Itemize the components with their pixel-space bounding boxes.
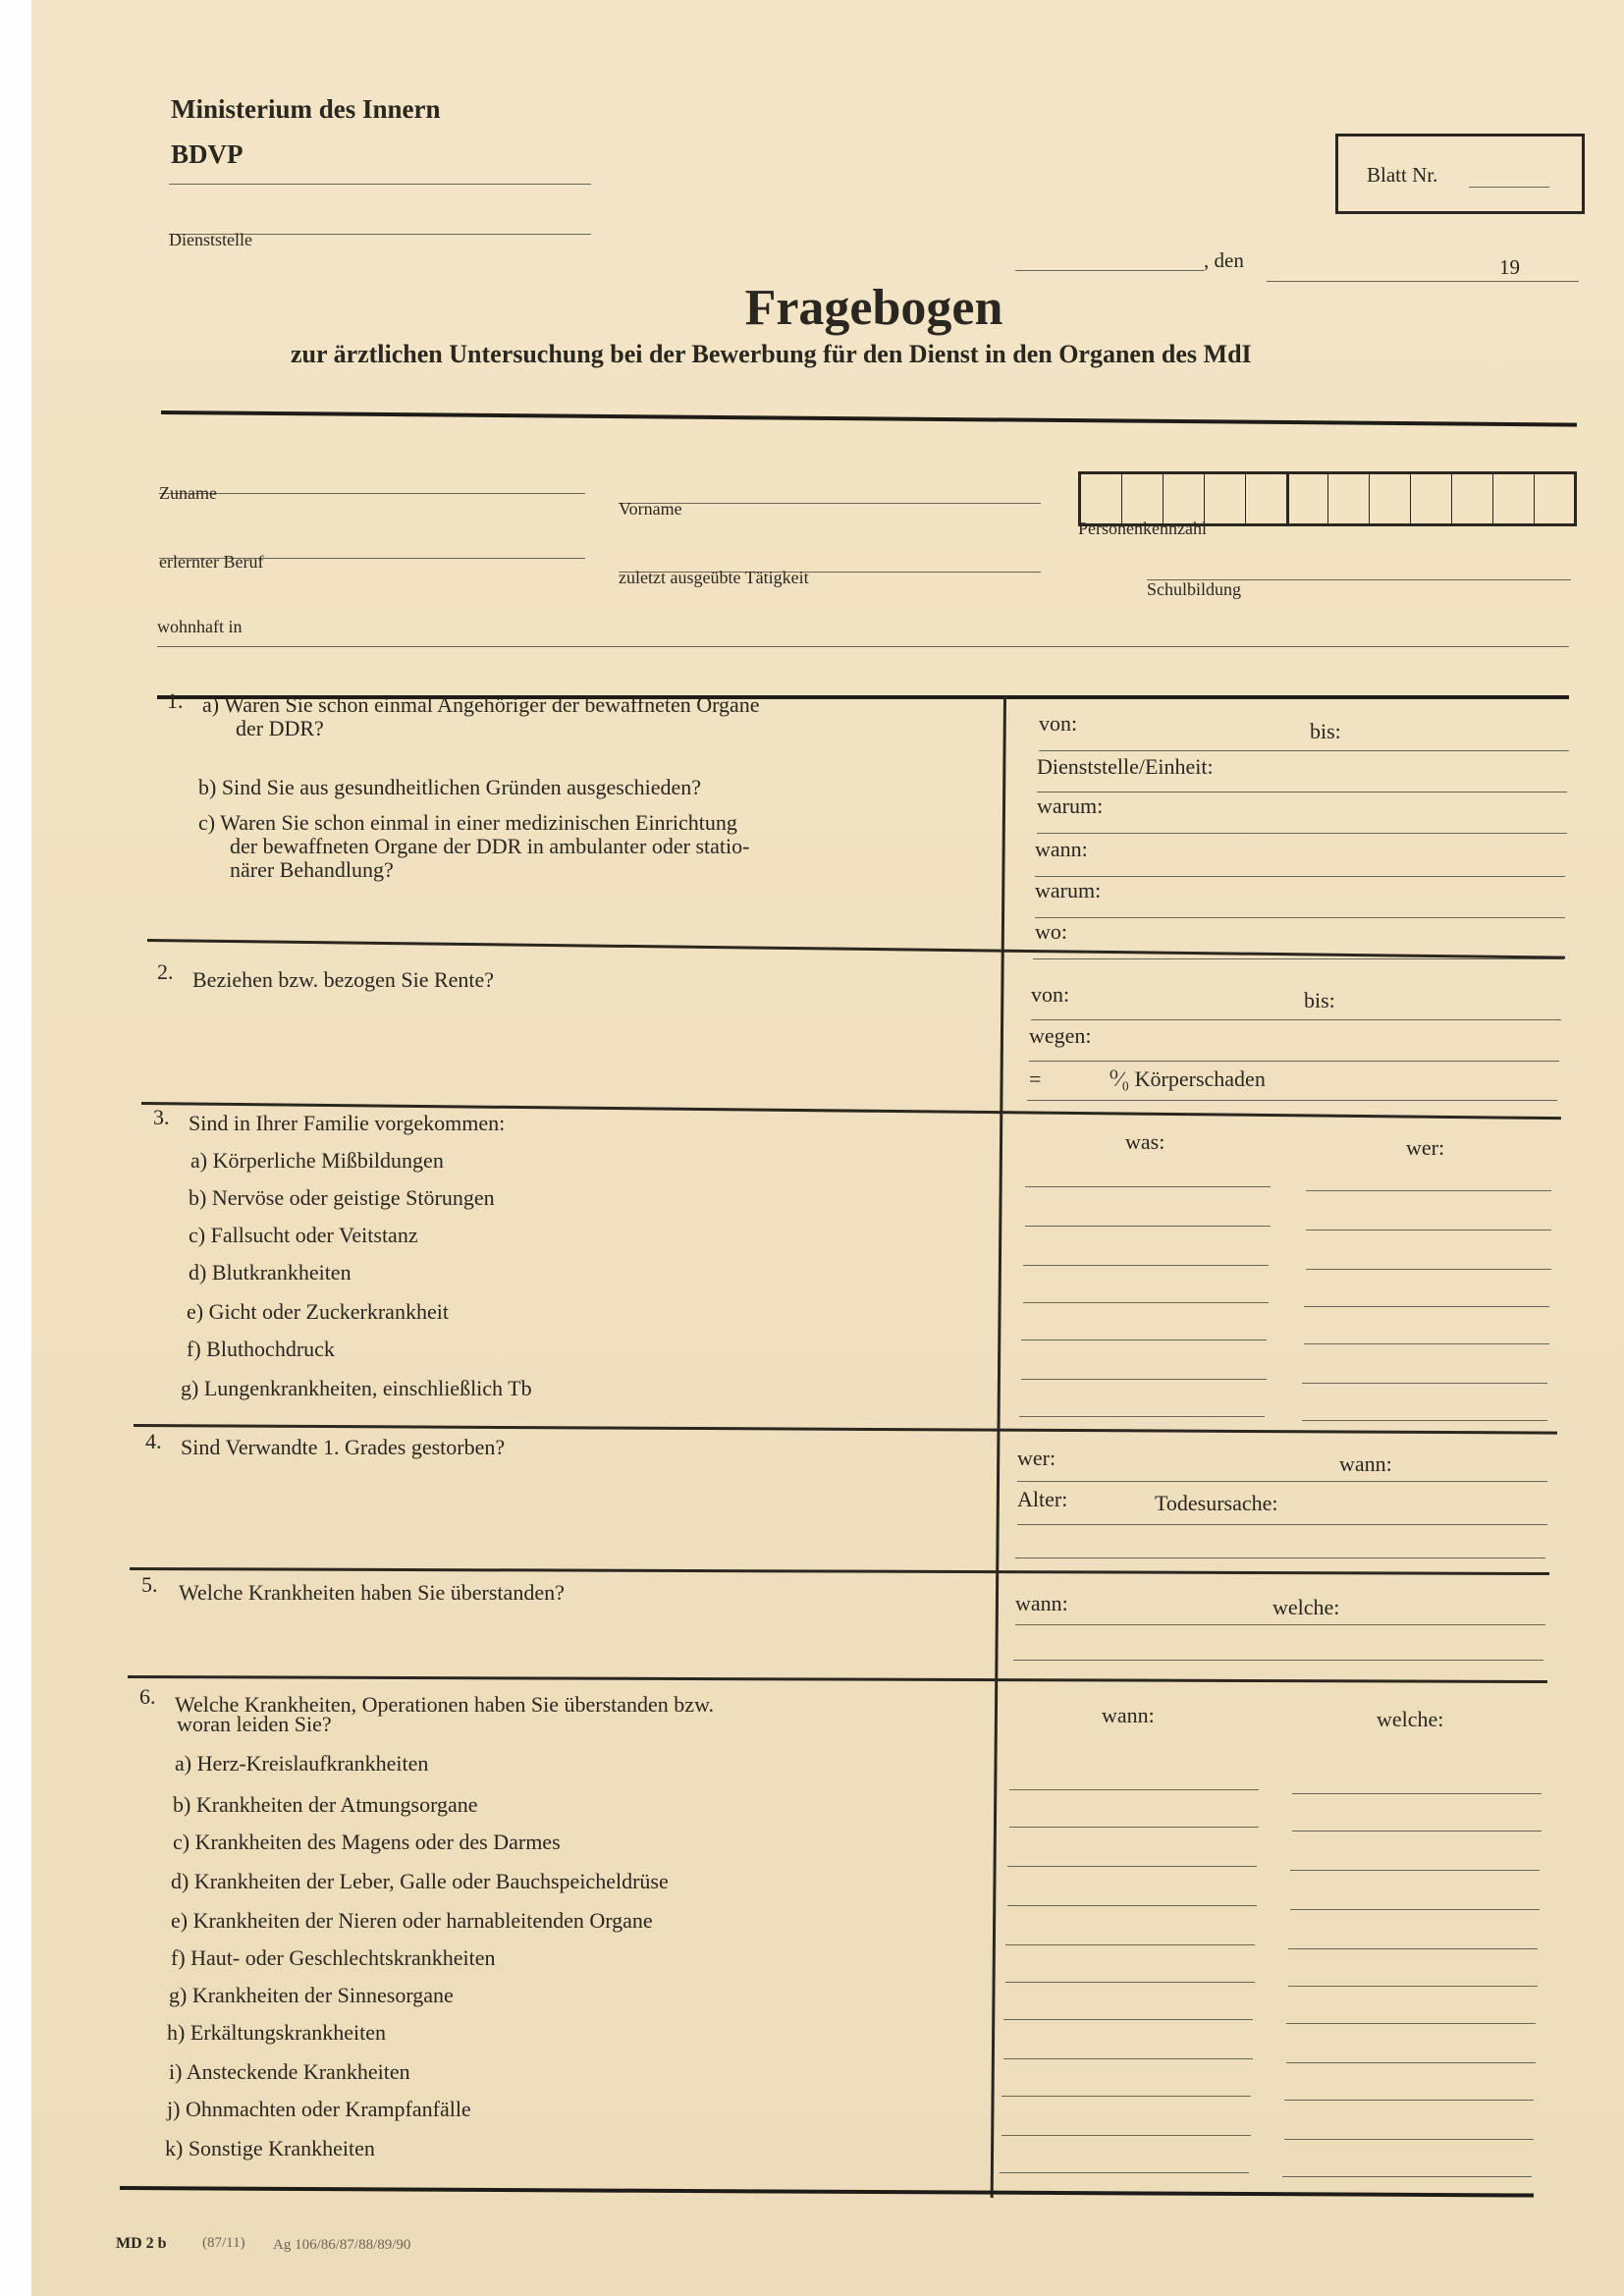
q1c-text: c) Waren Sie schon einmal in einer medizinischen Einrichtung [198, 810, 737, 835]
q5-welche-label: welche: [1272, 1595, 1340, 1619]
form-number: (87/11) [202, 2235, 245, 2251]
q5-wann-label: wann: [1015, 1591, 1068, 1615]
q3-was-e[interactable] [1021, 1339, 1267, 1340]
form-code: MD 2 b [116, 2235, 167, 2252]
q6-number: 6. [139, 1684, 156, 1709]
q1c-text-cont2: närer Behandlung? [230, 857, 394, 882]
q6-wann-k[interactable] [1000, 2172, 1249, 2173]
q6-text-cont: woran leiden Sie? [177, 1712, 332, 1736]
vorname-label: Vorname [619, 499, 682, 519]
q6-item-d: d) Krankheiten der Leber, Galle oder Bauchspeicheldrüse [171, 1869, 669, 1893]
q2-wegen-field[interactable] [1029, 1061, 1559, 1062]
q6-welche-e[interactable] [1288, 1948, 1538, 1949]
q6-welche-d[interactable] [1290, 1909, 1540, 1910]
blatt-label: Blatt Nr. [1367, 163, 1438, 187]
q3-was-c[interactable] [1023, 1265, 1269, 1266]
q6-welche-j[interactable] [1284, 2139, 1534, 2140]
q1-dienststelle-field[interactable] [1037, 792, 1567, 793]
q6-welche-f[interactable] [1288, 1986, 1538, 1987]
q3-was-g[interactable] [1019, 1416, 1265, 1417]
q6-welche-k[interactable] [1282, 2176, 1532, 2177]
q6-wann-f[interactable] [1005, 1982, 1255, 1983]
q1-wo-label: wo: [1035, 919, 1067, 944]
q3-wer-a[interactable] [1306, 1190, 1551, 1191]
q1-number: 1. [167, 688, 184, 713]
q5-wann-field[interactable] [1015, 1624, 1545, 1625]
beruf-label: erlernter Beruf [159, 552, 264, 572]
q1-von-label: von: [1039, 711, 1078, 736]
q3-was-d[interactable] [1023, 1302, 1269, 1303]
q1-wo-field[interactable] [1033, 958, 1563, 959]
q3-wer-d[interactable] [1304, 1306, 1549, 1307]
q3-wer-f[interactable] [1302, 1383, 1547, 1384]
q1-warum1-label: warum: [1037, 793, 1104, 818]
year-label: 19 [1499, 255, 1520, 279]
q2-von-label: von: [1031, 982, 1070, 1007]
q6-item-e: e) Krankheiten der Nieren oder harnableitenden Organe [171, 1908, 653, 1933]
q3-item-e: e) Gicht oder Zuckerkrankheit [187, 1299, 449, 1324]
q6-welche-i[interactable] [1284, 2100, 1534, 2101]
q5-number: 5. [141, 1572, 158, 1597]
q1-von-field[interactable] [1039, 750, 1569, 751]
pkz-label: Personenkennzahl [1078, 519, 1207, 538]
q3-item-a: a) Körperliche Mißbildungen [190, 1148, 444, 1173]
q6-wann-e[interactable] [1005, 1944, 1255, 1945]
blatt-field[interactable] [1469, 187, 1549, 188]
q1-wann-label: wann: [1035, 837, 1088, 861]
q1-warum1-field[interactable] [1037, 833, 1567, 834]
q6-welche-c[interactable] [1290, 1870, 1540, 1871]
q3-wer-c[interactable] [1306, 1269, 1551, 1270]
page-title: Fragebogen [744, 280, 1003, 336]
q3-item-b: b) Nervöse oder geistige Störungen [189, 1185, 495, 1210]
q2-von-field[interactable] [1031, 1019, 1561, 1020]
q6-item-f: f) Haut- oder Geschlechtskrankheiten [171, 1945, 496, 1970]
q4-alter-label: Alter: [1017, 1487, 1068, 1511]
bdvp-line[interactable] [169, 184, 591, 185]
wohnhaft-field[interactable] [157, 646, 1569, 647]
q6-item-a: a) Herz-Kreislaufkrankheiten [175, 1751, 429, 1776]
q6-item-k: k) Sonstige Krankheiten [165, 2136, 375, 2160]
q2-text: Beziehen bzw. bezogen Sie Rente? [192, 967, 495, 992]
q3-wer-g[interactable] [1302, 1420, 1547, 1421]
q3-item-g: g) Lungenkrankheiten, einschließlich Tb [181, 1376, 532, 1400]
q6-item-b: b) Krankheiten der Atmungsorgane [173, 1792, 478, 1817]
q6-wann-a[interactable] [1009, 1789, 1259, 1790]
place-field[interactable] [1015, 270, 1204, 271]
q6-wann-d[interactable] [1007, 1905, 1257, 1906]
q6-welche-h[interactable] [1286, 2062, 1536, 2063]
q3-was-header: was: [1125, 1129, 1165, 1154]
q6-wann-j[interactable] [1001, 2135, 1251, 2136]
q6-item-h: h) Erkältungskrankheiten [167, 2020, 386, 2045]
q4-todesursache-label: Todesursache: [1155, 1491, 1278, 1515]
q4-text: Sind Verwandte 1. Grades gestorben? [181, 1435, 506, 1459]
q4-alter-field[interactable] [1017, 1524, 1547, 1525]
q1-dienststelle-label: Dienststelle/Einheit: [1037, 754, 1214, 779]
q3-was-a[interactable] [1025, 1186, 1271, 1187]
q6-item-g: g) Krankheiten der Sinnesorgane [169, 1983, 454, 2007]
q3-item-d: d) Blutkrankheiten [189, 1260, 352, 1285]
q6-wann-i[interactable] [1001, 2096, 1251, 2097]
q3-number: 3. [153, 1105, 170, 1129]
zuname-label: Zuname [159, 483, 217, 503]
q3-wer-e[interactable] [1304, 1343, 1549, 1344]
q4-wann-label: wann: [1339, 1451, 1392, 1476]
q3-was-b[interactable] [1025, 1226, 1271, 1227]
q1b-text: b) Sind Sie aus gesundheitlichen Gründen ausgeschieden? [198, 775, 701, 799]
q3-wer-header: wer: [1406, 1135, 1445, 1160]
q1c-text-cont: der bewaffneten Organe der DDR in ambulanter oder statio- [230, 834, 750, 858]
q6-wann-header: wann: [1102, 1703, 1155, 1727]
den-label: , den [1204, 248, 1244, 272]
q6-welche-a[interactable] [1292, 1793, 1542, 1794]
q3-was-f[interactable] [1021, 1379, 1267, 1380]
form-print-code: Ag 106/86/87/88/89/90 [273, 2237, 411, 2253]
q3-item-c: c) Fallsucht oder Veitstanz [189, 1223, 418, 1247]
q4-wer-label: wer: [1017, 1446, 1056, 1470]
q2-eq: = [1029, 1066, 1042, 1091]
q6-wann-b[interactable] [1009, 1827, 1259, 1828]
q1-wann-field[interactable] [1035, 876, 1565, 877]
q1-warum2-label: warum: [1035, 878, 1102, 902]
q4-number: 4. [145, 1429, 162, 1453]
q2-pct-label: ⁰⁄₀ Körperschaden [1110, 1066, 1266, 1091]
q6-welche-g[interactable] [1286, 2023, 1536, 2024]
page-subtitle: zur ärztlichen Untersuchung bei der Bewerbung für den Dienst in den Organen des MdI [291, 340, 1252, 368]
schulbildung-label: Schulbildung [1147, 579, 1242, 599]
q4-wer-field[interactable] [1017, 1481, 1547, 1482]
q6-item-c: c) Krankheiten des Magens oder des Darmes [173, 1830, 561, 1854]
q1-warum2-field[interactable] [1035, 917, 1565, 918]
wohnhaft-label: wohnhaft in [157, 617, 243, 636]
q6-wann-c[interactable] [1007, 1866, 1257, 1867]
q2-bis-label: bis: [1304, 988, 1335, 1012]
bdvp-label: BDVP [171, 139, 244, 169]
q2-wegen-label: wegen: [1029, 1023, 1092, 1048]
q6-text: Welche Krankheiten, Operationen haben Sie überstanden bzw. [175, 1692, 715, 1717]
q5-extra-field[interactable] [1013, 1660, 1543, 1661]
taetigkeit-label: zuletzt ausgeübte Tätigkeit [619, 568, 809, 587]
q2-pct-field[interactable] [1027, 1100, 1557, 1101]
zuname-field[interactable] [159, 493, 585, 494]
q1-bis-label: bis: [1310, 719, 1341, 743]
q5-text: Welche Krankheiten haben Sie überstanden? [179, 1580, 565, 1605]
q6-item-i: i) Ansteckende Krankheiten [169, 2059, 410, 2084]
q3-text: Sind in Ihrer Familie vorgekommen: [189, 1111, 506, 1135]
q6-wann-h[interactable] [1003, 2058, 1253, 2059]
q2-number: 2. [157, 959, 174, 984]
ministry-label: Ministerium des Innern [171, 94, 441, 124]
dienststelle-label: Dienststelle [169, 230, 252, 249]
q6-wann-g[interactable] [1003, 2019, 1253, 2020]
q3-item-f: f) Bluthochdruck [187, 1337, 335, 1361]
q1a-text: a) Waren Sie schon einmal Angehöriger der bewaffneten Organe [202, 692, 760, 717]
q1a-text-cont: der DDR? [236, 716, 324, 740]
q6-item-j: j) Ohnmachten oder Krampfanfälle [167, 2097, 471, 2121]
q6-welche-header: welche: [1377, 1707, 1444, 1731]
